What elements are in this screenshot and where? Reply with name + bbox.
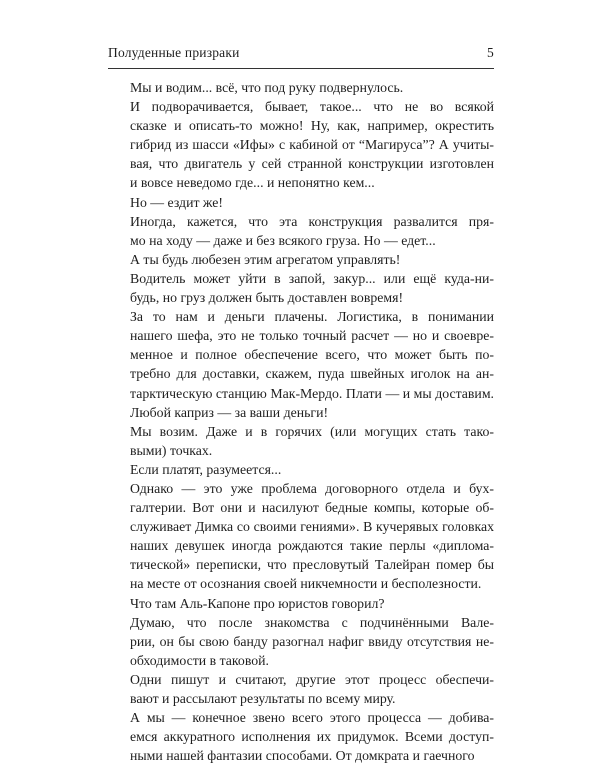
text-line: Но — ездит же! <box>130 194 224 210</box>
text-line: на месте от осознания своей никчемности и бесполезности. <box>130 576 482 592</box>
paragraph <box>108 212 494 250</box>
text-line: тической» переписки, что пресловутый Талейран помер бы <box>130 557 494 573</box>
paragraph <box>108 78 494 97</box>
text-line: И подворачивается, бывает, такое... что не во всякой <box>130 99 494 115</box>
text-line: Если платят, разумеется... <box>130 461 282 477</box>
text-line: будь, но груз должен быть доставлен вовремя! <box>130 290 404 306</box>
text-line: А мы — конечное звено всего этого процесса — добива- <box>130 710 494 726</box>
paragraph <box>108 97 494 192</box>
text-line: емся аккуратного исполнения их придумок. Всеми доступ- <box>130 729 494 745</box>
page-number: 5 <box>487 45 494 60</box>
text-line: менное и полное обеспечение всего, что может быть по- <box>130 347 494 363</box>
header-rule <box>108 68 494 69</box>
text-line: Мы возим. Даже и в горячих (или могущих стать тако- <box>130 423 494 439</box>
text-line: ными нашей фантазии способами. От домкрата и гаечного <box>130 748 475 764</box>
paragraph <box>108 613 494 670</box>
paragraph <box>108 307 494 422</box>
running-title: Полуденные призраки <box>108 45 240 60</box>
paragraph <box>108 193 494 212</box>
text-line: наших девушек иногда рождаются такие перлы «диплома- <box>130 538 494 554</box>
text-line: мо на ходу — даже и без всякого груза. Но — едет... <box>130 232 436 248</box>
text-line: выми) точках. <box>130 442 213 458</box>
text-line: А ты будь любезен этим агрегатом управлять! <box>130 251 401 267</box>
body-text <box>108 78 494 765</box>
text-line: Думаю, что после знакомства с подчинёнными Вале- <box>130 614 494 630</box>
paragraph <box>108 460 494 479</box>
paragraph <box>108 594 494 613</box>
text-line: рии, он бы свою банду разогнал нафиг ввиду отсутствия не- <box>130 633 494 649</box>
text-line: гибрид из шасси «Ифы» с кабиной от “Магируса”? А учиты- <box>130 137 494 153</box>
paragraph <box>108 422 494 460</box>
text-line: и вовсе неведомо где... и непонятно кем... <box>130 175 375 191</box>
paragraph <box>108 250 494 269</box>
text-line: сказке и описать-то можно! Ну, как, например, окрестить <box>130 118 494 134</box>
text-line: нашего шефа, это не только точный расчет — но и своевре- <box>130 328 494 344</box>
text-line: галтерии. Вот они и насилуют бедные компы, которые об- <box>130 500 494 516</box>
paragraph <box>108 708 494 765</box>
text-line: тарктическую станцию Мак-Мердо. Плати — и мы доставим. <box>130 385 494 401</box>
text-line: Иногда, кажется, что эта конструкция развалится пря- <box>130 213 494 229</box>
paragraph <box>108 670 494 708</box>
text-line: служивает Димка со своими гениями». В кучерявых головках <box>130 519 494 535</box>
paragraph <box>108 479 494 594</box>
text-line: обходимости в таковой. <box>130 652 269 668</box>
running-header <box>108 45 494 61</box>
text-line: требно для доставки, скажем, пуда швейных иголок на ан- <box>130 366 494 382</box>
text-line: вая, что двигатель у сей странной конструкции изготовлен <box>130 156 494 172</box>
text-line: Одни пишут и считают, другие этот процесс обеспечи- <box>130 671 494 687</box>
text-line: вают и рассылают результаты по всему миру. <box>130 691 396 706</box>
text-line: Любой каприз — за ваши деньги! <box>130 404 329 420</box>
text-line: Водитель может уйти в запой, закур... или ещё куда-ни- <box>130 270 494 286</box>
text-line: Однако — это уже проблема договорного отдела и бух- <box>130 480 494 496</box>
text-line: Что там Аль-Капоне про юристов говорил? <box>130 595 385 611</box>
paragraph <box>108 269 494 307</box>
text-line: Мы и водим... всё, что под руку подвернулось. <box>130 80 404 95</box>
text-line: За то нам и деньги плачены. Логистика, в понимании <box>130 309 494 325</box>
